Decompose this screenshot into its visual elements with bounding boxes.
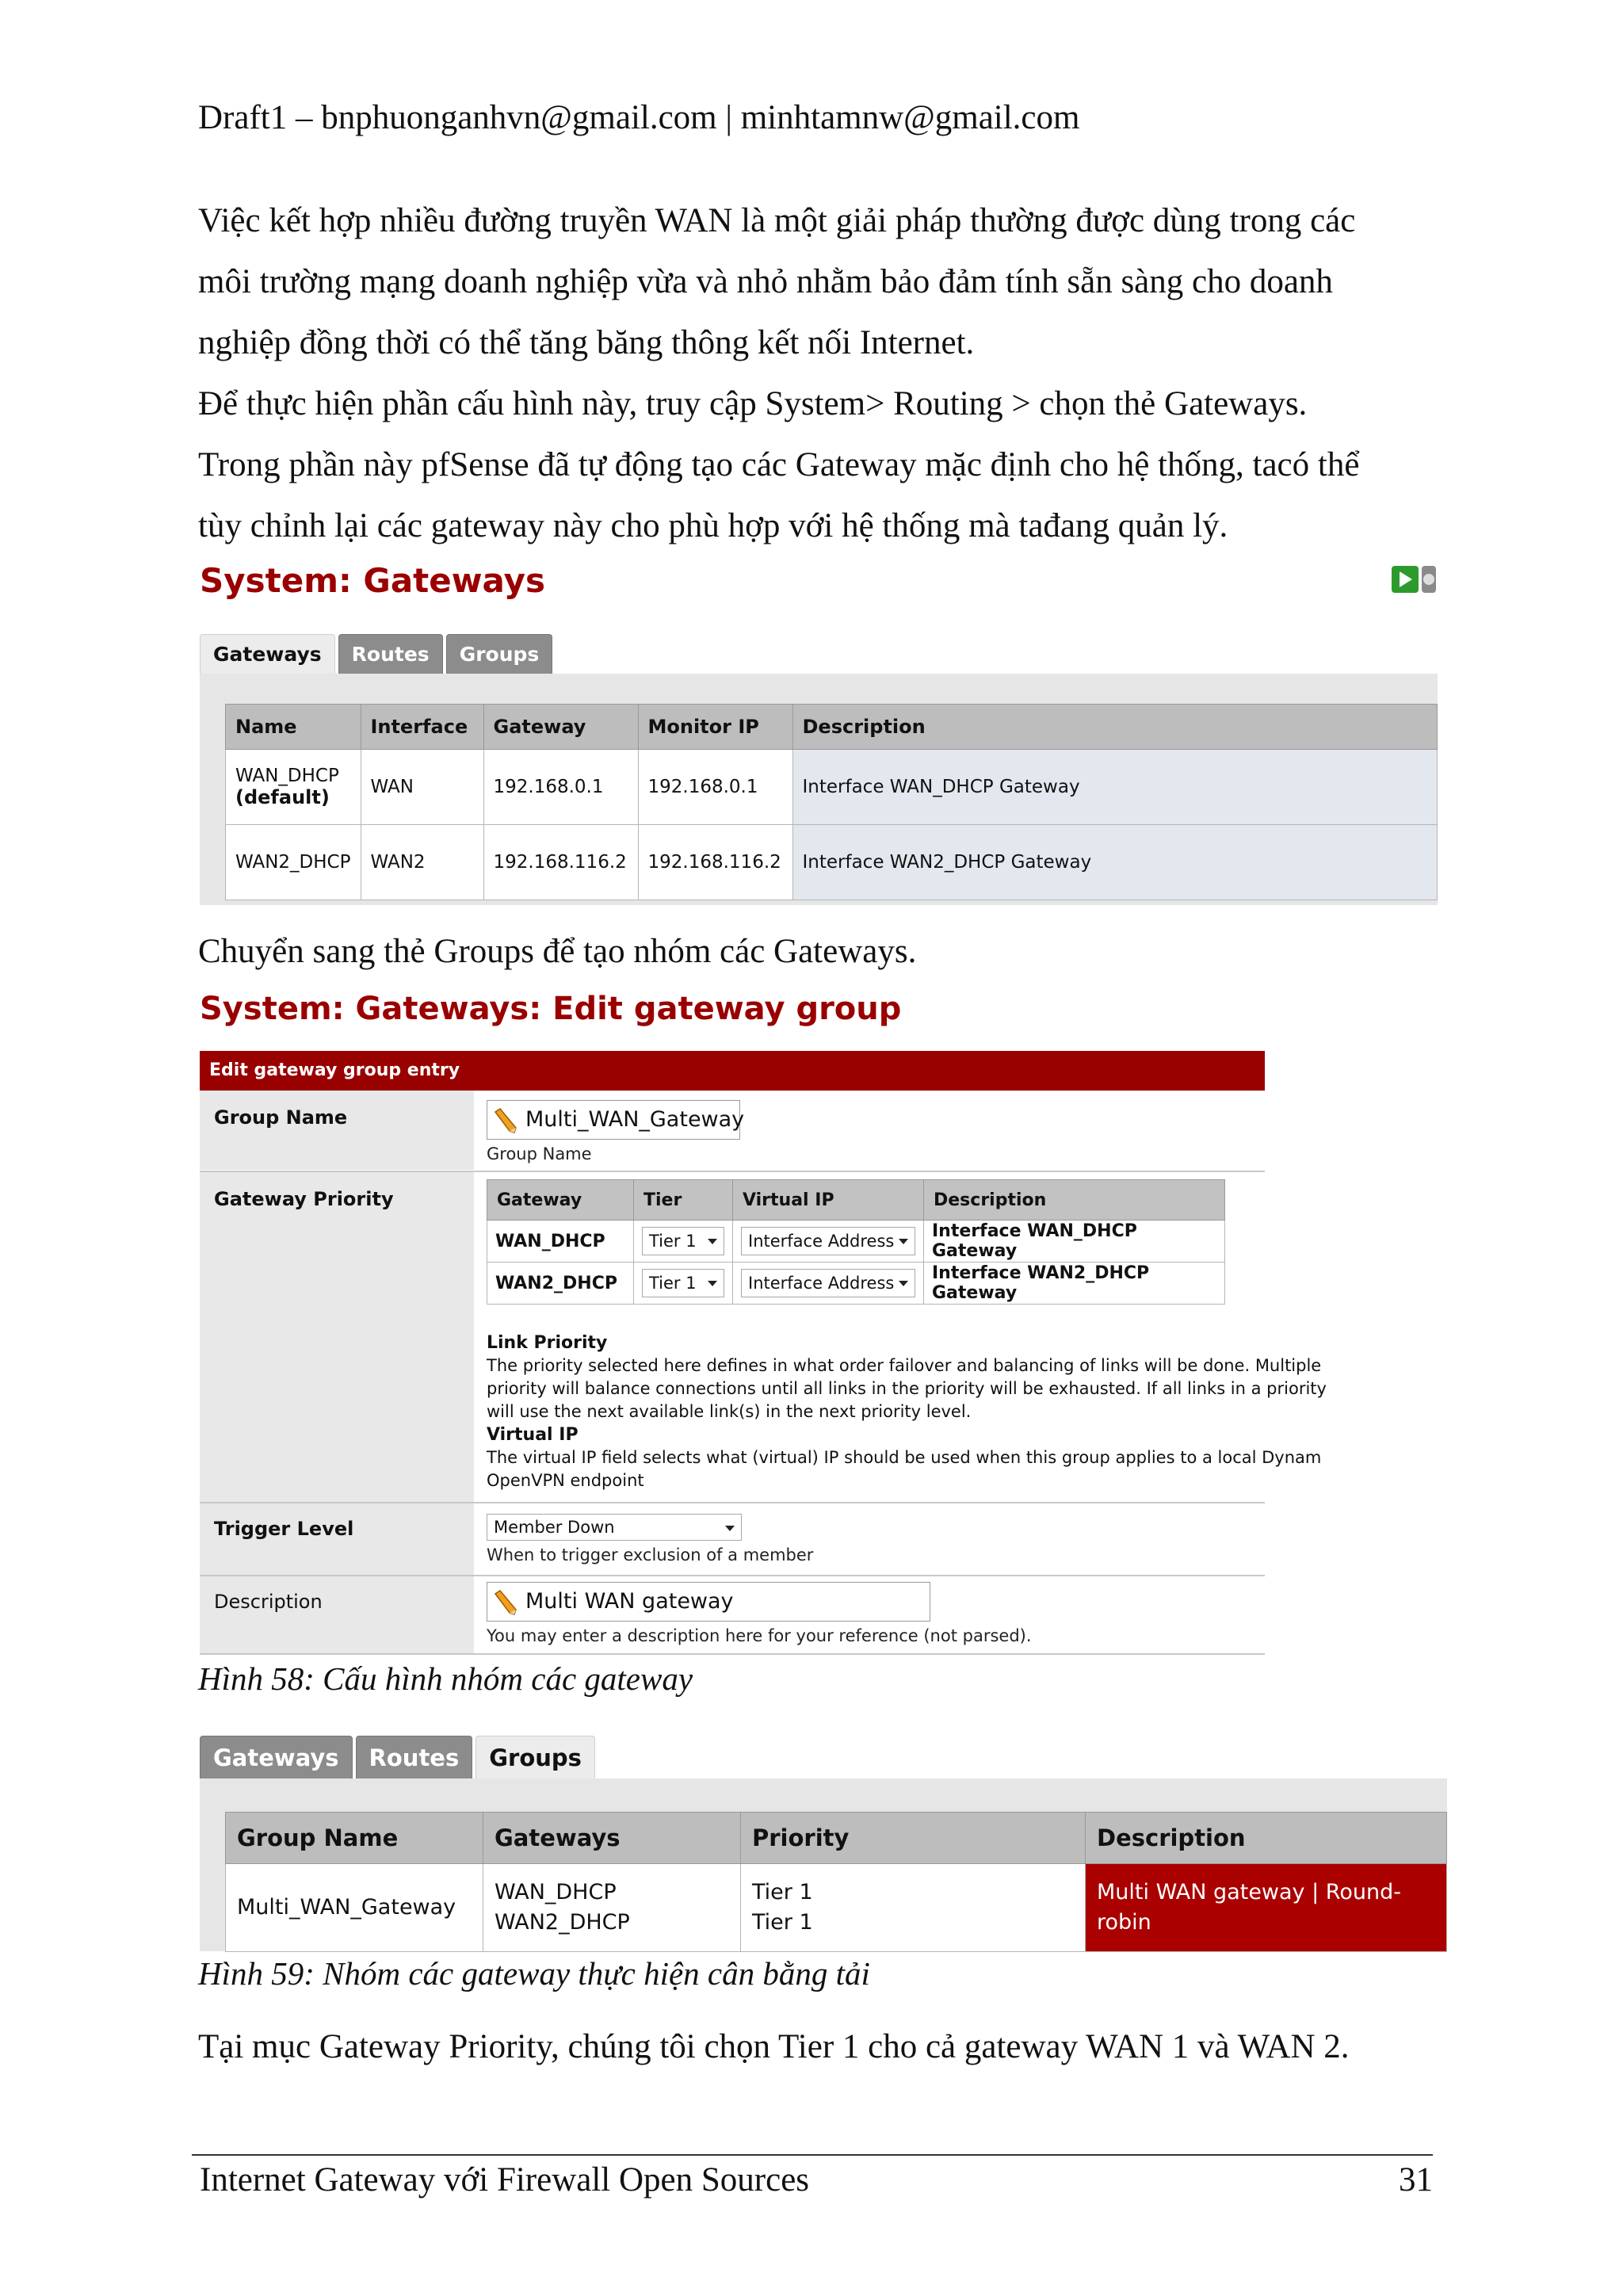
intro-line: Việc kết hợp nhiều đường truyền WAN là một giải pháp thường được dùng trong các (198, 202, 1356, 239)
group-name-input[interactable] (487, 1100, 745, 1140)
column-header: Description (924, 1180, 1225, 1221)
intro-line: Để thực hiện phần cấu hình này, truy cập System> Routing > chọn thẻ Gateways. (198, 385, 1308, 422)
page-number: 31 (1399, 2161, 1433, 2199)
chevron-down-icon (899, 1239, 908, 1244)
description-cell: Interface WAN2_DHCP Gateway (924, 1263, 1225, 1305)
gateway-cell: 192.168.0.1 (483, 750, 638, 825)
group-name-label: Group Name (200, 1091, 474, 1170)
section-header: Edit gateway group entry (200, 1051, 1265, 1091)
link-priority-heading: Link Priority (487, 1333, 608, 1353)
tab-panel (200, 674, 1438, 905)
description-cell: Interface WAN_DHCP Gateway (792, 750, 1438, 825)
chevron-down-icon (899, 1281, 908, 1286)
priority-cell (741, 1864, 1086, 1952)
description-value: Multi WAN gateway (525, 1589, 734, 1614)
group-name-hint: Group Name (487, 1144, 592, 1163)
gateway-tabs (200, 1736, 595, 1778)
virtual-ip-select[interactable] (741, 1269, 915, 1297)
edit-group-title: System: Gateways: Edit gateway group (200, 991, 902, 1027)
gateway-member: WAN2_DHCP (495, 1910, 630, 1935)
gateway-cell: WAN_DHCP (487, 1221, 634, 1263)
tab-gateways[interactable]: Gateways (200, 1736, 353, 1778)
intro-line: tùy chỉnh lại các gateway này cho phù hợp với hệ thống mà tađang quản lý. (198, 507, 1228, 544)
gateway-tabs (200, 634, 552, 674)
description-label: Description (200, 1576, 474, 1655)
gateway-name-cell: WAN2_DHCP (226, 825, 361, 900)
chevron-down-icon (725, 1526, 735, 1531)
explanation-line: will use the next available link(s) in the next priority level. (487, 1402, 972, 1421)
table-row (487, 1221, 1225, 1263)
trigger-level-hint: When to trigger exclusion of a member (487, 1545, 814, 1564)
group-name-cell: Multi_WAN_Gateway (226, 1864, 483, 1952)
groups-screenshot (200, 1736, 1447, 1951)
description-hint: You may enter a description here for your reference (not parsed). (487, 1626, 1032, 1645)
figure-caption: Hình 58: Cấu hình nhóm các gateway (198, 1660, 693, 1697)
gateways-cell (483, 1864, 741, 1952)
toolbar-icons (1390, 564, 1438, 596)
play-icon[interactable] (1390, 564, 1438, 596)
explanation-line: The virtual IP field selects what (virtual) IP should be used when this group applies to a local Dynam (487, 1448, 1322, 1467)
trigger-level-label: Trigger Level (200, 1503, 474, 1575)
description-cell: Interface WAN2_DHCP Gateway (792, 825, 1438, 900)
priority-value: Tier 1 (752, 1880, 813, 1904)
column-header: Monitor IP (638, 705, 792, 750)
tab-panel (200, 1778, 1447, 1951)
figure-caption: Hình 59: Nhóm các gateway thực hiện cân bằng tải (198, 1955, 870, 1992)
tier-value: Tier 1 (649, 1232, 697, 1251)
table-row[interactable] (226, 825, 1438, 900)
intro-line: Trong phần này pfSense đã tự động tạo các Gateway mặc định cho hệ thống, tacó thể (198, 446, 1360, 483)
column-header: Gateways (483, 1813, 741, 1864)
group-name-value: Multi_WAN_Gateway (525, 1107, 745, 1132)
column-header: Group Name (226, 1813, 483, 1864)
gateway-cell: 192.168.116.2 (483, 825, 638, 900)
gateway-cell: WAN2_DHCP (487, 1263, 634, 1305)
tab-routes[interactable]: Routes (338, 634, 443, 674)
interface-cell: WAN2 (361, 825, 483, 900)
description-input[interactable] (487, 1582, 930, 1622)
explanation-line: OpenVPN endpoint (487, 1471, 644, 1490)
column-header: Name (226, 705, 361, 750)
groups-table (225, 1812, 1447, 1952)
virtual-ip-value: Interface Address (748, 1274, 895, 1293)
intro-line: nghiệp đồng thời có thể tăng băng thông kết nối Internet. (198, 324, 975, 361)
footer-rule (192, 2154, 1433, 2156)
priority-explanation (487, 1331, 1327, 1492)
table-row[interactable] (226, 750, 1438, 825)
gateway-priority-label: Gateway Priority (200, 1172, 474, 1622)
divider (200, 1653, 1265, 1655)
virtual-ip-select[interactable] (741, 1227, 915, 1255)
page-footer (200, 2160, 1433, 2199)
table-row[interactable] (226, 1864, 1447, 1952)
monitor-ip-cell: 192.168.0.1 (638, 750, 792, 825)
groups-paragraph: Chuyển sang thẻ Groups để tạo nhóm các Gateways. (198, 933, 917, 970)
trigger-level-value: Member Down (494, 1518, 615, 1537)
tab-groups[interactable]: Groups (446, 634, 553, 674)
trigger-level-select[interactable] (487, 1514, 742, 1541)
explanation-line: priority will balance connections until all links in the priority will be exhausted. If all links in a priority (487, 1379, 1327, 1398)
pencil-icon (492, 1107, 519, 1134)
interface-cell: WAN (361, 750, 483, 825)
chevron-down-icon (708, 1239, 717, 1244)
table-row (487, 1263, 1225, 1305)
description-cell: Interface WAN_DHCP Gateway (924, 1221, 1225, 1263)
gateway-name: WAN_DHCP (235, 766, 339, 786)
edit-group-screenshot (200, 1051, 1327, 1655)
gateway-name-cell (226, 750, 361, 825)
tab-groups[interactable]: Groups (475, 1736, 595, 1778)
column-header: Description (792, 705, 1438, 750)
column-header: Gateway (487, 1180, 634, 1221)
page-header: Draft1 – bnphuonganhvn@gmail.com | minhtamnw@gmail.com (198, 99, 1080, 136)
priority-table (487, 1179, 1225, 1305)
column-header: Gateway (483, 705, 638, 750)
virtual-ip-heading: Virtual IP (487, 1425, 579, 1445)
gateways-table (225, 704, 1438, 900)
column-header: Virtual IP (733, 1180, 924, 1221)
virtual-ip-value: Interface Address (748, 1232, 895, 1251)
description-cell: Multi WAN gateway | Round-robin (1086, 1864, 1447, 1952)
column-header: Priority (741, 1813, 1086, 1864)
tier-select[interactable] (642, 1227, 724, 1255)
tier-paragraph: Tại mục Gateway Priority, chúng tôi chọn Tier 1 cho cả gateway WAN 1 và WAN 2. (198, 2028, 1350, 2065)
screen-title: System: Gateways (200, 561, 545, 600)
monitor-ip-cell: 192.168.116.2 (638, 825, 792, 900)
gateway-member: WAN_DHCP (495, 1880, 617, 1904)
tab-gateways[interactable]: Gateways (200, 634, 335, 674)
footer-title: Internet Gateway với Firewall Open Sources (200, 2161, 810, 2199)
tier-value: Tier 1 (649, 1274, 697, 1293)
explanation-line: The priority selected here defines in what order failover and balancing of links will be done. Multiple (487, 1356, 1322, 1375)
pencil-icon (492, 1589, 519, 1616)
chevron-down-icon (708, 1281, 717, 1286)
intro-paragraph (198, 190, 1434, 556)
tier-select[interactable] (642, 1269, 724, 1297)
tab-routes[interactable]: Routes (356, 1736, 473, 1778)
priority-value: Tier 1 (752, 1910, 813, 1935)
column-header: Description (1086, 1813, 1447, 1864)
gateways-screenshot (200, 555, 1438, 905)
default-note: (default) (235, 786, 330, 808)
column-header: Interface (361, 705, 483, 750)
column-header: Tier (634, 1180, 733, 1221)
intro-line: môi trường mạng doanh nghiệp vừa và nhỏ nhằm bảo đảm tính sẵn sàng cho doanh (198, 263, 1333, 300)
